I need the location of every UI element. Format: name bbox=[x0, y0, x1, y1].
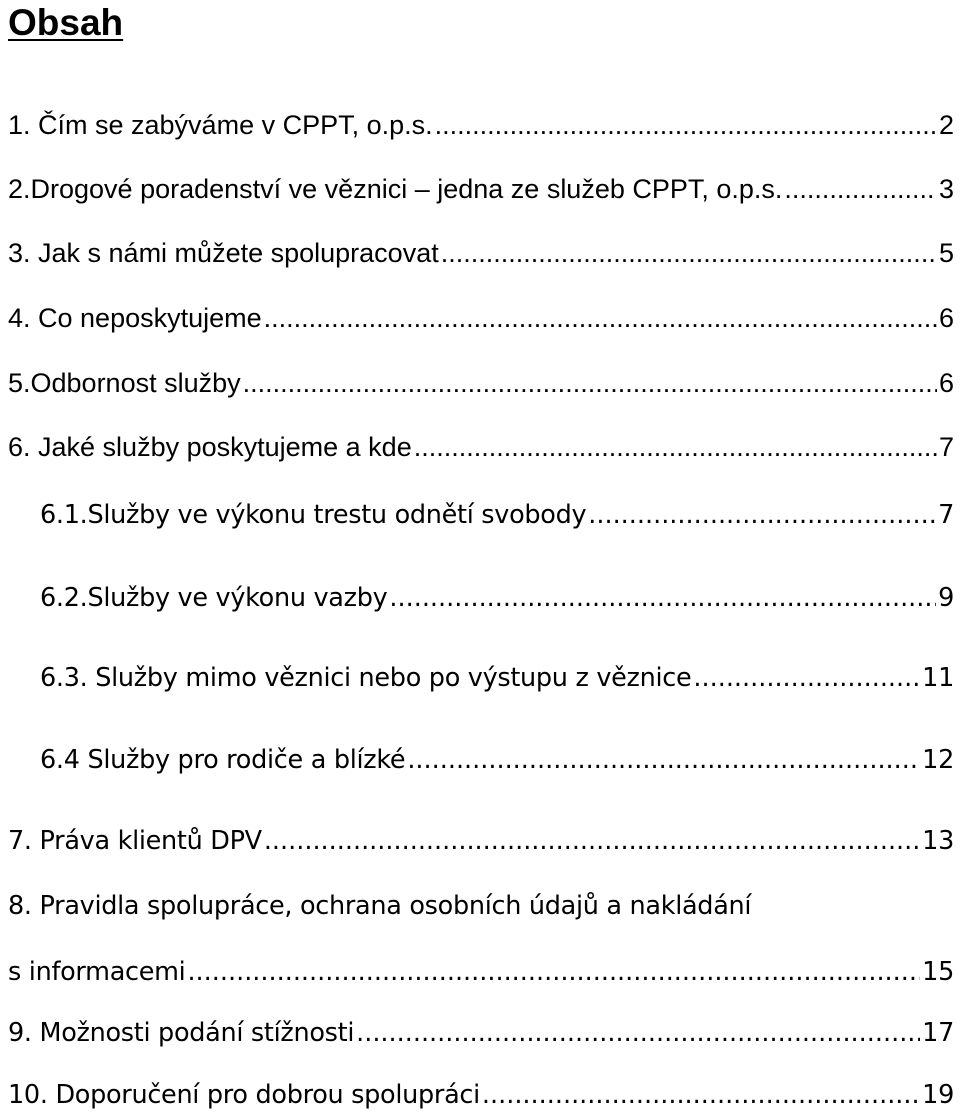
toc-entry[interactable] bbox=[40, 661, 954, 695]
toc-entry-title: 6.3. Služby mimo věznici nebo po výstupu z věznice bbox=[40, 663, 692, 693]
toc-entry-page: 15 bbox=[922, 957, 954, 987]
toc-entry-title: 4. Co neposkytujeme bbox=[8, 303, 262, 333]
toc-dot-leader bbox=[693, 661, 920, 695]
toc-dot-leader bbox=[482, 1078, 920, 1112]
toc-entry-page: 2 bbox=[938, 110, 954, 140]
toc-entry-title: 3. Jak s námi můžete spolupracovat bbox=[8, 238, 439, 268]
toc-entry[interactable] bbox=[8, 172, 954, 206]
toc-entry-page: 6 bbox=[938, 303, 954, 333]
toc-dot-leader bbox=[389, 581, 936, 615]
toc-entry[interactable] bbox=[8, 955, 954, 989]
toc-entry-page: 11 bbox=[922, 663, 954, 693]
toc-entry[interactable] bbox=[8, 301, 954, 335]
toc-entry-page: 19 bbox=[922, 1080, 954, 1110]
toc-entry-page: 13 bbox=[922, 826, 954, 856]
toc-entry-page: 6 bbox=[938, 368, 954, 398]
toc-entry-page: 12 bbox=[922, 745, 954, 775]
toc-entry-title: 6. Jaké služby poskytujeme a kde bbox=[8, 432, 412, 462]
toc-entry-title: 6.4 Služby pro rodiče a blízké bbox=[40, 745, 406, 775]
toc-dot-leader bbox=[407, 743, 920, 777]
toc-entry-title-line1[interactable]: 8. Pravidla spolupráce, ochrana osobních údajů a nakládání bbox=[8, 891, 752, 921]
toc-entry-page: 7 bbox=[938, 432, 954, 462]
toc-entry[interactable] bbox=[8, 108, 954, 142]
toc-dot-leader bbox=[784, 172, 937, 206]
toc-entry-title: 9. Možnosti podání stížnosti bbox=[8, 1018, 355, 1048]
toc-entry-title: 10. Doporučení pro dobrou spolupráci bbox=[8, 1080, 480, 1110]
toc-entry[interactable] bbox=[8, 1078, 954, 1112]
toc-dot-leader bbox=[356, 1016, 920, 1050]
toc-entry-page: 3 bbox=[938, 174, 954, 204]
toc-dot-leader bbox=[187, 955, 920, 989]
toc-dot-leader bbox=[264, 824, 920, 858]
toc-dot-leader bbox=[441, 236, 937, 270]
toc-dot-leader bbox=[588, 498, 936, 532]
toc-entry-title: 5.Odbornost služby bbox=[8, 368, 241, 398]
toc-entry[interactable] bbox=[40, 743, 954, 777]
toc-entry-page: 7 bbox=[938, 500, 954, 530]
toc-entry[interactable] bbox=[40, 581, 954, 615]
toc-entry-title: s informacemi bbox=[8, 957, 186, 987]
toc-entry[interactable] bbox=[40, 498, 954, 532]
toc-entry[interactable] bbox=[8, 236, 954, 270]
toc-entry-title: 6.2.Služby ve výkonu vazby bbox=[40, 583, 388, 613]
toc-entry-page: 17 bbox=[922, 1018, 954, 1048]
toc-dot-leader bbox=[264, 301, 937, 335]
toc-entry[interactable] bbox=[8, 430, 954, 464]
toc-entry-title: 6.1.Služby ve výkonu trestu odnětí svobody bbox=[40, 500, 587, 530]
toc-entry-title: 2.Drogové poradenství ve věznici – jedna ze služeb CPPT, o.p.s. bbox=[8, 174, 783, 204]
toc-entry[interactable] bbox=[8, 1016, 954, 1050]
toc-entry-page: 9 bbox=[938, 583, 954, 613]
toc-dot-leader bbox=[243, 366, 937, 400]
toc-entry[interactable] bbox=[8, 824, 954, 858]
toc-dot-leader bbox=[435, 108, 937, 142]
toc-heading: Obsah bbox=[8, 2, 124, 43]
toc-entry-title: 7. Práva klientů DPV bbox=[8, 826, 262, 856]
toc-entry[interactable] bbox=[8, 366, 954, 400]
toc-dot-leader bbox=[414, 430, 937, 464]
toc-entry-title: 1. Čím se zabýváme v CPPT, o.p.s. bbox=[8, 110, 433, 140]
toc-entry-page: 5 bbox=[938, 238, 954, 268]
